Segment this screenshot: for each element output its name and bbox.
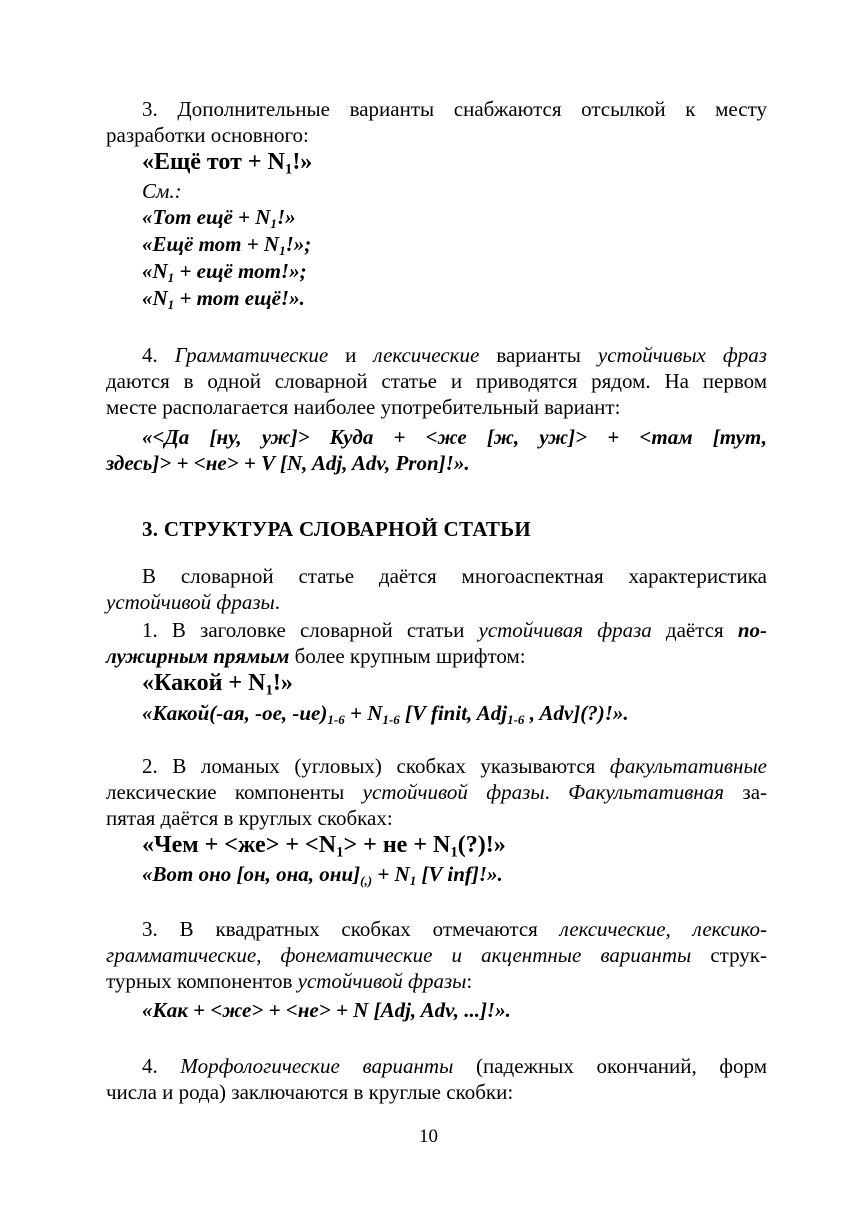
- paragraph-structure-intro: [106, 563, 767, 615]
- paragraph-line: 4. Грамматические и лексические варианты устойчивых фраз: [142, 343, 767, 367]
- see-reference-label: См.:: [142, 179, 182, 203]
- paragraph-variants: [106, 342, 767, 420]
- paragraph-square-brackets: [106, 916, 767, 994]
- cross-reference-item: «$N_1$ + тот ещё!».: [142, 286, 305, 312]
- page-number: 10: [419, 1126, 438, 1147]
- paragraph-line: турных компонентов устойчивой фразы:: [106, 969, 473, 993]
- example-formula: «Вот оно [он, она, $они]_{(,)} + N_1$ [V inf]!».: [142, 862, 503, 888]
- example-headword: «Чем + $<же> + <N_1>$ + не + $N_1(?)$!»: [142, 832, 506, 861]
- example-line: «<Да [ну, уж]> Куда + <же [ж, уж]> + <там [тут,: [142, 425, 767, 449]
- paragraph-line: числа и рода) заключаются в круглые скобки:: [106, 1080, 514, 1104]
- paragraph-line: В словарной статье даётся многоаспектная характеристика: [142, 564, 767, 588]
- example-line: здесь]> + <не> + V [N, Adj, Adv, Pron]!».: [106, 451, 470, 475]
- paragraph-line: устойчивой фразы.: [106, 590, 280, 614]
- cross-reference-item: «Тот ещё + $N_1$!»: [142, 205, 296, 231]
- example-headword: «Ещё тот + $N_1$!»: [142, 149, 313, 178]
- paragraph-line: разработки основного:: [106, 123, 309, 147]
- paragraph-angle-brackets: [106, 753, 767, 831]
- paragraph-line: месте располагается наиболее употребительный вариант:: [106, 395, 621, 419]
- paragraph-additional-variants: [106, 96, 767, 148]
- example-headword: «Какой + $N_1$!»: [142, 670, 293, 699]
- paragraph-line: 3. Дополнительные варианты снабжаются отсылкой к месту: [142, 97, 767, 121]
- paragraph-morphological-variants: [106, 1053, 767, 1105]
- paragraph-line: 1. В заголовке словарной статьи устойчивая фраза даётся по-: [142, 618, 767, 642]
- paragraph-line: 4. Морфологические варианты (падежных окончаний, форм: [142, 1054, 768, 1078]
- example-formula: [106, 424, 767, 476]
- section-heading: 3. СТРУКТУРА СЛОВАРНОЙ СТАТЬИ: [142, 517, 532, 541]
- example-formula: «Какой(-ая, -ое, $-ие)_{1-6} + N_{1-6}$ [V finit, Adj$_{1-6}$ , Adv](?)!».: [142, 701, 629, 727]
- paragraph-headword-format: [106, 617, 767, 669]
- paragraph-line: даются в одной словарной статье и приводятся рядом. На первом: [106, 369, 767, 393]
- cross-reference-item: «Ещё тот + $N_1$!»;: [142, 232, 312, 258]
- paragraph-line: 2. В ломаных (угловых) скобках указываются факультативные: [142, 754, 767, 778]
- paragraph-line: 3. В квадратных скобках отмечаются лексические, лексико-: [142, 917, 767, 941]
- paragraph-line: пятая даётся в круглых скобках:: [106, 806, 393, 830]
- paragraph-line: лексические компоненты устойчивой фразы. Факультативная за-: [106, 780, 768, 804]
- paragraph-line: лужирным прямым более крупным шрифтом:: [106, 644, 526, 668]
- cross-reference-item: «$N_1$ + ещё тот!»;: [142, 259, 307, 285]
- example-formula: «Как + <же> + <не> + N [Adj, Adv, ...]!».: [142, 998, 511, 1022]
- paragraph-line: грамматические, фонематические и акцентные варианты струк-: [106, 943, 767, 967]
